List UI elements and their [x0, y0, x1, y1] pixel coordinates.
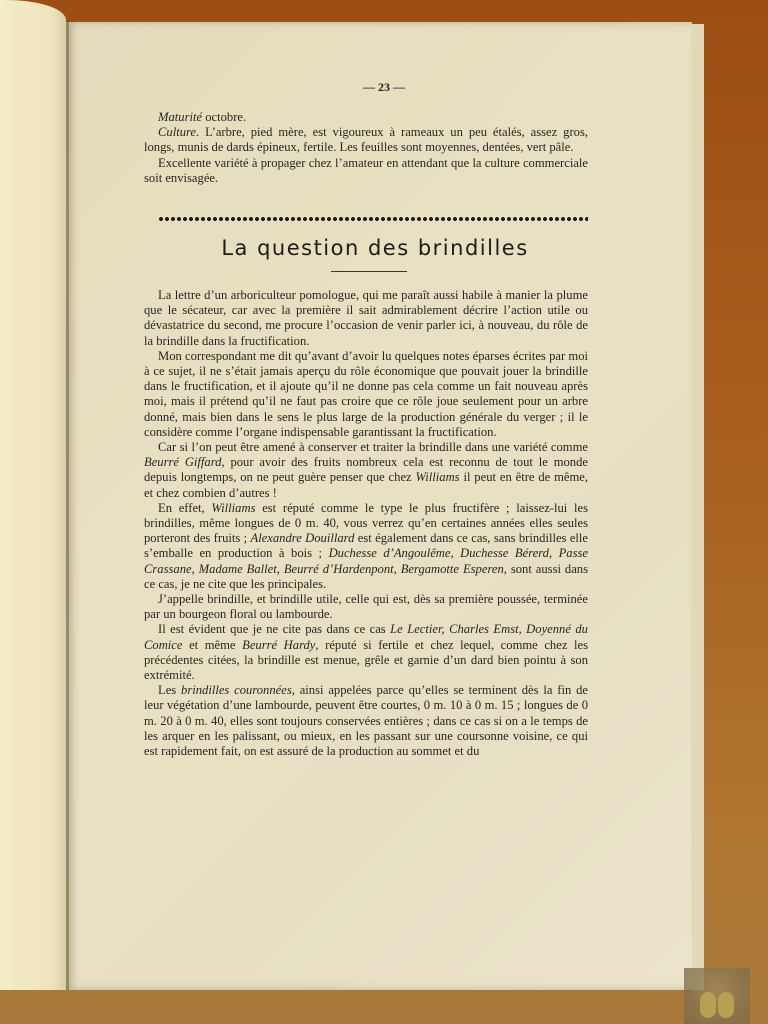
p6-variety-2: Beurré Hardy [242, 637, 316, 652]
paragraph-4 [144, 501, 588, 592]
p6-text-a: Il est évident que je ne cite pas dans ce cas [158, 622, 391, 637]
paragraph-6 [144, 622, 588, 683]
p4-text-c: est également dans ce cas, sans brindilles elle s’emballe en production à bois ; [144, 531, 588, 561]
p7-term: brindilles couronnées [181, 683, 292, 698]
paragraph-2: Mon correspondant me dit qu’avant d’avoir lu quelques notes éparses écrites par moi à ce sujet, il ne s’était jamais aperçu du rôle économique que pouvait jouer la brindille dans le fructification, et il ajoute qu’il ne donne pas cela comme un fait nouveau après moi, mais il prétend qu’il ne faut pas croire que ce rôle joue seulement pour un arbre donné, mais bien dans le sens le plus large de la production générale du verger ; il le considère comme l’organe indispensable garantissant la fructification. [144, 348, 588, 439]
paragraph-3 [144, 440, 588, 501]
p3-variety-1: Beurré Giffard [144, 455, 222, 470]
article-title: La question des brindilles [221, 236, 529, 260]
p4-variety-1: Williams [211, 500, 256, 515]
paragraph-1: La lettre d’un arboriculteur pomologue, qui me paraît aussi habile à manier la plume que le sécateur, car avec la première il sait admirablement décrire l’action utile ou dévastatrice du second, me procure l’occasion de venir parler ici, à nouveau, du rôle de la brindille dans la fructification. [144, 288, 588, 348]
p3-text-c: il peut en être de même, et chez combien d’autres ! [144, 470, 588, 500]
culture-label: Culture [158, 125, 197, 140]
p3-text-b: , pour avoir des fruits nombreux cela est reconnu de tout le monde depuis longtemps, on ne peut guère penser que chez [144, 455, 588, 485]
p4-text-b: est réputé comme le type le plus fructifère ; laissez-lui les brindilles, même longues de 0 m. 40, vous verrez qu’en certaines années elles seules porteront des fruits ; [144, 500, 588, 546]
p3-variety-2: Williams [415, 470, 460, 485]
p6-text-c: , réputé si fertile et chez lequel, comme chez les précédentes citées, la brindille est menue, grêle et garnie d’un dard bien pointu à son extrémité. [144, 637, 588, 683]
paragraph-5: J’appelle brindille, et brindille utile, celle qui est, dès sa première poussée, terminée par un bourgeon floral ou lambourde. [144, 592, 588, 622]
pear-image-icon [718, 992, 734, 1018]
maturite-line [144, 110, 588, 125]
paragraph-7 [144, 683, 588, 759]
page-number: — 23 — [363, 80, 405, 94]
culture-line [144, 125, 588, 155]
p6-text-b: et même [182, 637, 243, 652]
previous-section-text [144, 110, 588, 186]
maturite-value: octobre. [202, 110, 247, 124]
conclusion-paragraph: Excellente variété à propager chez l’amateur en attendant que la culture commerciale soit envisagée. [144, 155, 588, 185]
page-gutter [66, 22, 69, 990]
culture-text: . L’arbre, pied mère, est vigoureux à rameaux un peu étalés, assez gros, longs, munis de dards épineux, fertile. Les feuilles sont moyennes, dentées, vert pâle. [144, 125, 588, 155]
title-underline [331, 271, 407, 272]
maturite-label: Maturité [158, 110, 203, 124]
p4-text-d: , sont aussi dans ce cas, je ne cite que les principales. [144, 561, 589, 591]
p4-variety-list: Duchesse d’Angoulême, Duchesse Bérerd, Passe Crassane, Madame Ballet, Beurré d’Hardenpont, Bergamotte Esperen [144, 546, 588, 576]
article-body [144, 288, 588, 759]
left-page-edge [0, 0, 66, 990]
p4-text-a: En effet, [158, 500, 212, 515]
p7-text-b: , ainsi appelées parce qu’elles se terminent dès la fin de leur végétation d’une lambourde, peuvent être courtes, 0 m. 10 à 0 m. 15 ; longues de 0 m. 20 à 0 m. 40, elles sont toujours conservées entières ; dans ce cas si on a le temps de les arquer en les palissant, ou mieux, en les passant sur une coursonne voisine, ce qui est rapidement fait, on est assuré de la production au sommet et du [144, 683, 588, 759]
pear-image-icon [700, 992, 716, 1018]
watermark-thumbnail [684, 968, 750, 1024]
p4-variety-2: Alexandre Douillard [250, 531, 355, 546]
p6-variety-list: Le Lectier, Charles Emst, Doyenné du Comice [144, 622, 588, 652]
ornamental-divider [158, 216, 588, 222]
p7-text-a: Les [158, 683, 182, 698]
p3-text-a: Car si l’on peut être amené à conserver et traiter la brindille dans une variété comme [158, 440, 588, 455]
